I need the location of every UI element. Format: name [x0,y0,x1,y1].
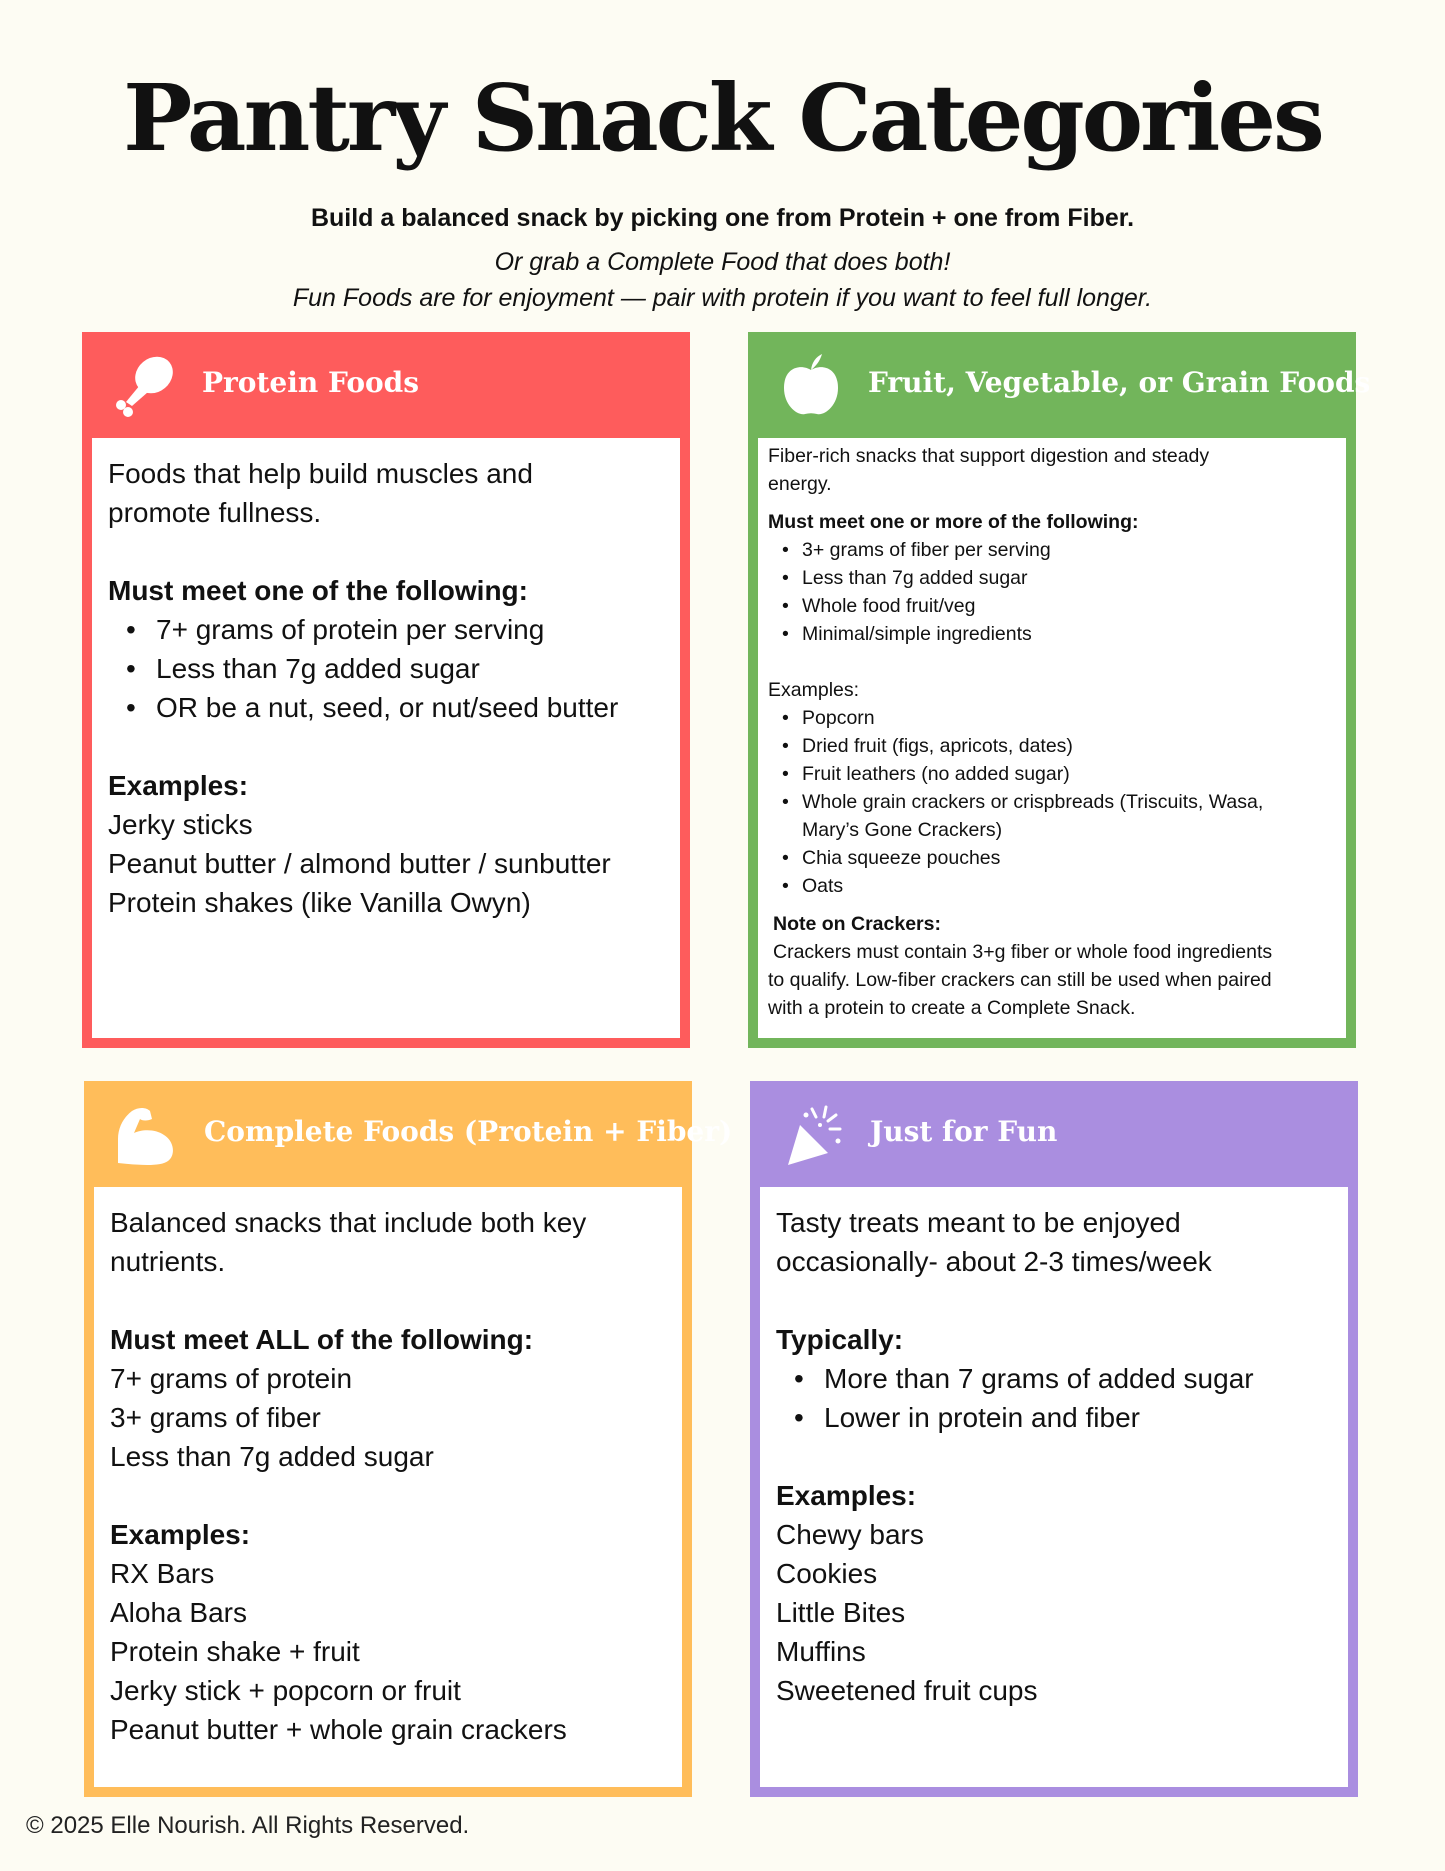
list-item: • More than 7 grams of added sugar [776,1359,1348,1398]
list-item: Cookies [776,1558,878,1589]
card-header [84,1081,733,1187]
list-item: Sweetened fruit cups [776,1675,1038,1706]
examples-heading: Examples: [110,1519,251,1550]
card-title: Fruit, Vegetable, or Grain Foods [868,366,1371,399]
list-item: Peanut butter / almond butter / sunbutter [108,848,611,879]
list-item: • Whole grain crackers or crispbreads (Triscuits, Wasa, Mary’s Gone Crackers) [768,788,1346,844]
list-item: • Less than 7g added sugar [768,564,1346,592]
tagline: Fun Foods are for enjoyment — pair with protein if you want to feel full longer. [292,284,1153,312]
card-description: occasionally- about 2-3 times/week [776,1246,1212,1277]
rules-heading: Must meet one or more of the following: [768,511,1139,533]
examples-heading: Examples: [768,679,860,701]
protein-card [82,332,690,1048]
list-item: • Minimal/simple ingredients [768,620,1346,648]
list-item: Protein shakes (like Vanilla Owyn) [108,887,531,918]
card-description: Fiber-rich snacks that support digestion and steady [768,445,1210,467]
card-description: Tasty treats meant to be enjoyed [776,1207,1181,1238]
card-body [760,1187,1348,1787]
list-item: Aloha Bars [110,1597,247,1628]
tagline: Or grab a Complete Food that does both! [494,248,951,276]
fun-card [750,1081,1358,1797]
rules-list [776,1359,1348,1437]
complete-card [84,1081,733,1797]
rules-heading: Must meet one of the following: [108,575,528,606]
list-item: Little Bites [776,1597,906,1628]
list-item: • OR be a nut, seed, or nut/seed butter [108,688,680,727]
party-popper-icon [778,1099,848,1169]
note-text: Crackers must contain 3+g fiber or whole food ingredients [773,941,1273,963]
note-text: with a protein to create a Complete Snack. [768,997,1136,1019]
card-title: Protein Foods [202,366,420,399]
page-subtitle: Build a balanced snack by picking one from Protein + one from Fiber. [310,204,1135,232]
apple-icon [776,350,846,420]
card-description: Balanced snacks that include both key [110,1207,587,1238]
page-title: Pantry Snack Categories [123,64,1322,172]
list-item: Protein shake + fruit [110,1636,360,1667]
list-item: Muffins [776,1636,866,1667]
examples-heading: Examples: [108,770,249,801]
card-title: Just for Fun [870,1115,1058,1148]
list-item: RX Bars [110,1558,215,1589]
card-header [750,1081,1358,1187]
card-body [92,438,680,1038]
list-item: • Chia squeeze pouches [768,844,1346,872]
note-heading: Note on Crackers: [773,913,941,935]
list-item: Peanut butter + whole grain crackers [110,1714,567,1745]
card-description: energy. [768,473,832,495]
card-header [82,332,690,438]
card-header [748,332,1371,438]
list-item: • Popcorn [768,704,1346,732]
list-item: 3+ grams of fiber [110,1402,321,1433]
list-item: Less than 7g added sugar [110,1441,434,1472]
rules-list [108,610,680,727]
flexed-arm-icon [112,1099,182,1169]
card-body [94,1187,682,1787]
card-title: Complete Foods (Protein + Fiber) [204,1115,733,1148]
drumstick-icon [110,350,180,420]
list-item: • Dried fruit (figs, apricots, dates) [768,732,1346,760]
list-item: • Oats [768,872,1346,900]
list-item: 7+ grams of protein [110,1363,353,1394]
list-item: Jerky sticks [108,809,253,840]
card-body [758,438,1346,1038]
rules-heading: Must meet ALL of the following: [110,1324,534,1355]
examples-list [768,704,1346,900]
fiber-card [748,332,1371,1048]
rules-heading: Typically: [776,1324,904,1355]
list-item: • 7+ grams of protein per serving [108,610,680,649]
copyright-footer: © 2025 Elle Nourish. All Rights Reserved. [26,1812,470,1839]
list-item: • 3+ grams of fiber per serving [768,536,1346,564]
list-item: • Whole food fruit/veg [768,592,1346,620]
card-description: promote fullness. [108,497,322,528]
examples-heading: Examples: [776,1480,917,1511]
list-item: • Lower in protein and fiber [776,1398,1348,1437]
note-text: to qualify. Low-fiber crackers can still be used when paired [768,969,1272,991]
rules-list [768,536,1346,648]
list-item: Jerky stick + popcorn or fruit [110,1675,461,1706]
card-description: nutrients. [110,1246,226,1277]
list-item: Chewy bars [776,1519,924,1550]
card-description: Foods that help build muscles and [108,458,533,489]
list-item: • Less than 7g added sugar [108,649,680,688]
list-item: • Fruit leathers (no added sugar) [768,760,1346,788]
